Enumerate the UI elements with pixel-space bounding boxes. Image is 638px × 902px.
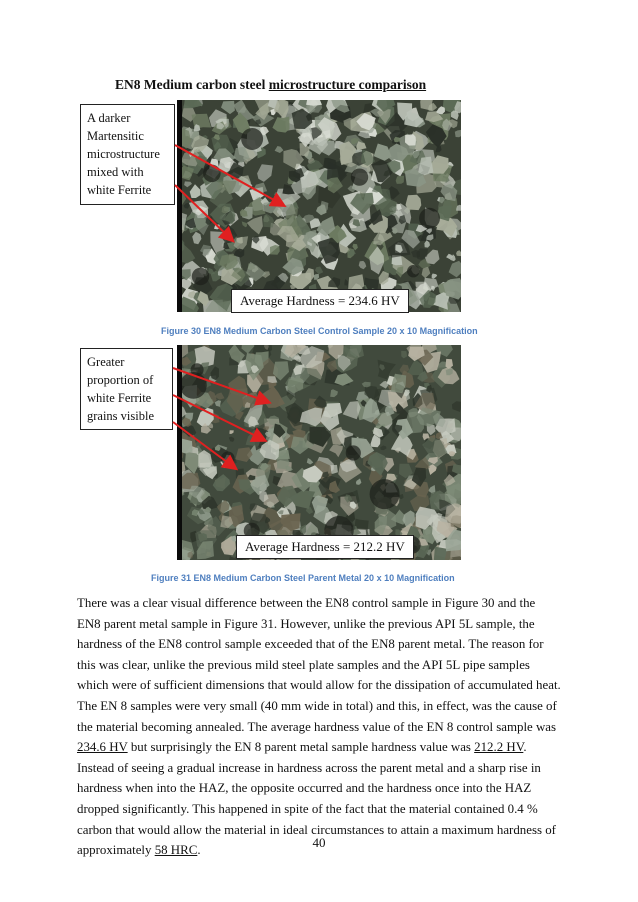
body-paragraph (77, 593, 562, 861)
max-hardness-value: 58 HRC (154, 843, 198, 858)
page-number: 40 (312, 835, 326, 850)
paragraph-text: approximately (77, 843, 155, 858)
paragraph-line: hardness when into the HAZ, the opposite occurred and the hardness once into the HAZ (77, 781, 532, 796)
figure30-callout: A darker Martensitic microstructure mixed with white Ferrite (80, 104, 175, 205)
paragraph-line: dropped significantly. This happened in spite of the fact that the material contained 0.4 % (77, 801, 538, 816)
paragraph-line: which were of sufficient dimensions that would allow for the dissipation of accumulated heat. (77, 678, 561, 693)
paragraph-line: this was clear, unlike the previous mild steel plate samples and the API 5L pipe samples (77, 657, 530, 672)
paragraph-line: There was a clear visual difference between the EN8 control sample in Figure 30 and the (77, 596, 536, 610)
parent-hardness-value: 212.2 HV (474, 740, 524, 755)
paragraph-text: but surprisingly the EN 8 parent metal sample hardness value was (127, 740, 475, 755)
paragraph-text: . (197, 843, 201, 858)
section-heading-underlined: microstructure comparison (268, 77, 427, 92)
paragraph-line: hardness of the EN8 control sample exceeded that of the EN8 parent metal. The reason for (77, 637, 544, 652)
paragraph-line: EN8 parent metal sample in Figure 31. However, unlike the previous API 5L sample, the (77, 616, 535, 631)
paragraph-line: Instead of seeing a gradual increase in hardness across the parent metal and a sharp rise in (77, 760, 541, 775)
figure31-hardness-label: Average Hardness = 212.2 HV (236, 535, 414, 559)
section-heading-prefix: EN8 Medium carbon steel (115, 77, 266, 92)
paragraph-text: . (523, 740, 527, 755)
figure31-caption: Figure 31 EN8 Medium Carbon Steel Parent Metal 20 x 10 Magnification (151, 573, 455, 583)
paragraph-line-hardness (77, 737, 562, 758)
figure30-arrow-2 (175, 185, 232, 240)
figure31-arrow-3 (173, 422, 235, 468)
paragraph-line: The EN 8 samples were very small (40 mm wide in total) and this, in effect, was the cause of (77, 698, 557, 713)
figure31-callout: Greater proportion of white Ferrite grains visible (80, 348, 173, 430)
figure30-hardness-label: Average Hardness = 234.6 HV (231, 289, 409, 313)
figure30-arrow-1 (175, 145, 283, 205)
control-hardness-value: 234.6 HV (77, 740, 128, 755)
figure31-arrow-1 (173, 368, 268, 402)
paragraph-line: the material becoming annealed. The average hardness value of the EN 8 control sample was (77, 719, 557, 734)
figure30-caption: Figure 30 EN8 Medium Carbon Steel Control Sample 20 x 10 Magnification (161, 326, 478, 336)
paragraph-line: carbon that would allow the material in ideal circumstances to attain a maximum hardness of (77, 822, 556, 837)
